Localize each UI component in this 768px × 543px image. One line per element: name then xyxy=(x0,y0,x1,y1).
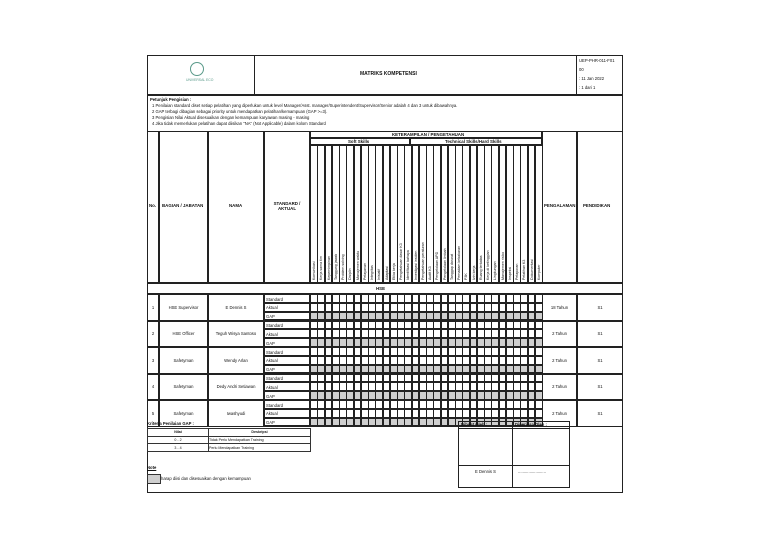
signature-divider xyxy=(512,421,513,488)
skill-column-label: Pelayanan xyxy=(362,263,367,280)
row-cell xyxy=(147,294,159,321)
skill-column-label: Problem solving xyxy=(341,254,345,280)
score-cell[interactable] xyxy=(535,347,543,356)
row-type-label: GAP xyxy=(266,420,275,426)
row-type-cell xyxy=(264,329,310,338)
skill-column-label: Dokumentasi xyxy=(529,259,534,280)
row-cell xyxy=(208,400,264,427)
row-type-label: Aktual xyxy=(266,331,278,337)
row-pengalaman: 2 Tahun xyxy=(552,384,567,390)
row-type-cell xyxy=(264,294,310,303)
row-type-label: GAP xyxy=(266,393,275,399)
skill-column-label: Identifikasi bahaya xyxy=(406,250,411,280)
score-cell[interactable] xyxy=(535,338,543,347)
score-cell[interactable] xyxy=(535,365,543,374)
row-bagian: HSE Officer xyxy=(172,331,195,337)
row-type-cell xyxy=(264,382,310,391)
section-label: HSE xyxy=(376,286,386,291)
kriteria-desc: Perlu Mendapatkan Training xyxy=(209,444,311,452)
row-bagian: Safetyman xyxy=(173,410,194,416)
row-pendidikan: S1 xyxy=(597,384,603,390)
row-no: 3 xyxy=(151,357,155,363)
row-cell xyxy=(208,347,264,374)
row-cell xyxy=(542,374,577,401)
row-type-label: Aktual xyxy=(266,384,278,390)
row-cell xyxy=(542,321,577,348)
skill-column-label: Investigasi insiden xyxy=(413,250,418,280)
technical-skills-label: Technical Skills/Hard Skills xyxy=(445,139,502,144)
score-cell[interactable] xyxy=(535,382,543,391)
kriteria-title: Kriteria Penilaian GAP : xyxy=(147,421,194,426)
row-type-label: Standard xyxy=(266,402,283,408)
score-cell[interactable] xyxy=(535,356,543,365)
logo-icon xyxy=(190,62,204,76)
skill-column-label: Tanggap darurat xyxy=(449,253,454,280)
row-cell xyxy=(577,347,623,374)
keterampilan-label: KETERAMPILAN / PENGETAHUAN xyxy=(392,132,465,137)
kriteria-desc: Tidak Perlu Mendapatkan Training xyxy=(209,436,311,444)
instructions-heading: Petunjuk Pengisian : xyxy=(150,97,192,102)
row-cell xyxy=(159,374,208,401)
skill-column-label: Kerja sama tim xyxy=(319,256,324,280)
row-cell xyxy=(577,321,623,348)
row-type-label: Standard xyxy=(266,376,283,381)
score-cell[interactable] xyxy=(535,400,543,409)
row-type-cell xyxy=(264,321,310,330)
skill-column-label: Inspeksi xyxy=(507,266,512,280)
score-cell[interactable] xyxy=(535,329,543,338)
row-type-label: Aktual xyxy=(266,305,278,311)
signature-name-line xyxy=(458,465,570,466)
dibuat-oleh-label: Dibuat Oleh : xyxy=(461,422,488,427)
doc-date: : 11 Jan 2022 xyxy=(579,76,605,81)
soft-skills-label: Soft Skills xyxy=(348,139,370,144)
row-cell xyxy=(208,374,264,401)
signature-header-line xyxy=(458,428,570,429)
row-no: 1 xyxy=(151,304,155,310)
score-cell[interactable] xyxy=(535,374,543,383)
skill-column-label: Komputer xyxy=(536,264,541,280)
col-no-label: No. xyxy=(149,203,157,208)
row-cell xyxy=(542,347,577,374)
row-cell xyxy=(577,374,623,401)
signer-name: E Dennis S xyxy=(475,469,496,474)
row-type-cell xyxy=(264,374,310,383)
skill-column-label: Disiplin xyxy=(348,268,353,280)
row-cell xyxy=(208,294,264,321)
row-type-cell xyxy=(264,400,310,409)
row-cell xyxy=(159,294,208,321)
score-cell[interactable] xyxy=(535,303,543,312)
row-no: 4 xyxy=(151,384,155,390)
note-swatch xyxy=(147,474,161,484)
kriteria-nilai: 3 - 4 xyxy=(148,444,209,452)
doc-revision: 00 xyxy=(579,67,584,72)
skill-column-label: Pengelolaan APD xyxy=(435,251,440,280)
col-pengalaman-label: PENGALAMAN xyxy=(544,203,576,208)
skill-column-label: Kepemimpinan xyxy=(326,256,331,280)
row-pengalaman: 2 Tahun xyxy=(552,357,567,363)
kriteria-table xyxy=(147,428,311,452)
row-cell xyxy=(147,347,159,374)
note-text: harap diisi dan disesuaikan dengan kemampuan xyxy=(161,476,251,481)
row-type-cell xyxy=(264,409,310,418)
skill-column-label: Integritas xyxy=(370,265,374,280)
instruction-item: 3 Pengisian Nilai Aktual disesuaikan dengan kemampuan karyawan masing - masing xyxy=(152,115,310,120)
row-pendidikan: S1 xyxy=(597,357,603,363)
diperiksa-oleh-label: Diperiksa Oleh : xyxy=(515,422,547,427)
row-type-cell xyxy=(264,365,310,374)
row-type-cell xyxy=(264,312,310,321)
signature-box xyxy=(458,421,570,488)
skill-column-label: Audit K3 xyxy=(428,266,432,280)
row-nama: E Dennis S xyxy=(225,304,247,310)
skill-column-label: Ruang terbatas xyxy=(478,255,483,280)
skill-column-label: Pengetahuan peraturan xyxy=(420,242,425,280)
kriteria-col-desc: Deskripsi xyxy=(209,429,311,437)
skill-column-label: Kerja di ketinggian xyxy=(486,250,490,280)
row-bagian: HSE Supervisor xyxy=(168,304,199,310)
skill-column-label: Adaptasi xyxy=(384,266,389,280)
row-type-label: Standard xyxy=(266,296,283,302)
row-type-cell xyxy=(264,356,310,365)
col-bagian-label: BAGIAN / JABATAN xyxy=(162,203,204,208)
note-title: Note xyxy=(147,465,157,470)
logo-cell xyxy=(147,55,255,95)
skill-column-label: Inisiatif xyxy=(377,268,382,280)
row-cell xyxy=(159,321,208,348)
doc-page: : 1 dari 1 xyxy=(579,85,596,90)
col-nama-label: NAMA xyxy=(229,203,243,208)
row-type-cell xyxy=(264,347,310,356)
score-cell[interactable] xyxy=(535,409,543,418)
row-type-cell xyxy=(264,338,310,347)
skill-column-label: Pengelolaan limbah xyxy=(442,248,447,280)
kriteria-nilai: 0 - 2 xyxy=(148,436,209,444)
row-type-label: GAP xyxy=(266,367,275,373)
kriteria-col-nilai: Nilai xyxy=(148,429,209,437)
row-cell xyxy=(208,321,264,348)
col-standard-label: STANDARD / AKTUAL xyxy=(273,201,301,211)
row-pengalaman: 2 Tahun xyxy=(552,410,567,416)
row-cell xyxy=(542,294,577,321)
instruction-item: 2 GAP terbagi dibagian sebagai priority untuk mendapatkan pelatihan/kemampuan (GAP >=3). xyxy=(152,109,328,114)
skill-column-label: Manajemen risiko xyxy=(500,251,505,280)
row-cell xyxy=(147,321,159,348)
row-type-label: GAP xyxy=(266,340,275,346)
score-cell[interactable] xyxy=(535,391,543,400)
row-type-label: GAP xyxy=(266,314,275,320)
skill-column-label: P3K xyxy=(464,273,469,280)
logo-text: UNIVERSAL ECO xyxy=(186,78,214,82)
row-no: 5 xyxy=(151,410,155,416)
skill-column-label: Pelaporan xyxy=(515,263,519,280)
row-cell xyxy=(159,347,208,374)
row-nama: Dedy Andri Setiawan xyxy=(216,384,256,390)
row-type-cell xyxy=(264,418,310,427)
checker-name: ........................ xyxy=(518,469,546,474)
row-pendidikan: S1 xyxy=(597,304,603,310)
score-cell[interactable] xyxy=(535,294,543,303)
row-nama: Teguh Wisya Santoso xyxy=(215,331,257,337)
row-pengalaman: 18 Tahun xyxy=(550,304,569,310)
skill-column-label: Lingkungan xyxy=(493,261,498,280)
instruction-item: 1 Penilaian standard diset setiap pelatihan yang diperlukan untuk level Manager/Asst. manager/Superintendent/Supervisor/Senior adalah 4 dan 3 untuk dibawahnya. xyxy=(152,103,458,108)
row-type-label: Standard xyxy=(266,323,283,328)
doc-number: UEP-PHR-011-F01 xyxy=(579,58,615,63)
row-bagian: Safetyman xyxy=(173,357,194,363)
row-cell xyxy=(577,294,623,321)
row-pendidikan: S1 xyxy=(597,410,603,416)
skill-column-label: Pelatihan K3 xyxy=(522,259,527,280)
skill-column-label: Manajemen waktu xyxy=(355,250,360,280)
col-pendidikan-label: PENDIDIKAN xyxy=(583,203,611,208)
skill-column-label: Pengetahuan dasar K3 xyxy=(399,243,403,280)
row-type-cell xyxy=(264,391,310,400)
skill-column-label: Izin kerja xyxy=(471,265,476,280)
row-nama: Wendy Arlan xyxy=(224,357,248,363)
score-cell[interactable] xyxy=(535,312,543,321)
row-pengalaman: 2 Tahun xyxy=(552,331,567,337)
row-cell xyxy=(147,374,159,401)
row-type-cell xyxy=(264,303,310,312)
skill-column-label: Pemadam kebakaran xyxy=(457,245,461,280)
row-bagian: Safetyman xyxy=(173,384,194,390)
page-title: MATRIKS KOMPETENSI xyxy=(360,71,417,77)
skill-column-label: Tanggung jawab xyxy=(333,253,338,280)
row-nama: Iwashyudi xyxy=(226,410,246,416)
row-no: 2 xyxy=(151,331,155,337)
score-cell[interactable] xyxy=(535,321,543,330)
row-cell xyxy=(577,400,623,427)
row-type-label: Standard xyxy=(266,349,283,355)
row-type-label: Aktual xyxy=(266,358,278,364)
skill-column-label: Komunikasi xyxy=(312,261,316,280)
row-type-label: Aktual xyxy=(266,411,278,417)
row-pendidikan: S1 xyxy=(597,331,603,337)
instruction-item: 4 Jika tidak memerlukan pelatihan dapat diisikan "NA" (Not Applicable) dalam kolom Standard xyxy=(152,121,326,126)
skill-column-label: Etika kerja xyxy=(391,263,396,280)
